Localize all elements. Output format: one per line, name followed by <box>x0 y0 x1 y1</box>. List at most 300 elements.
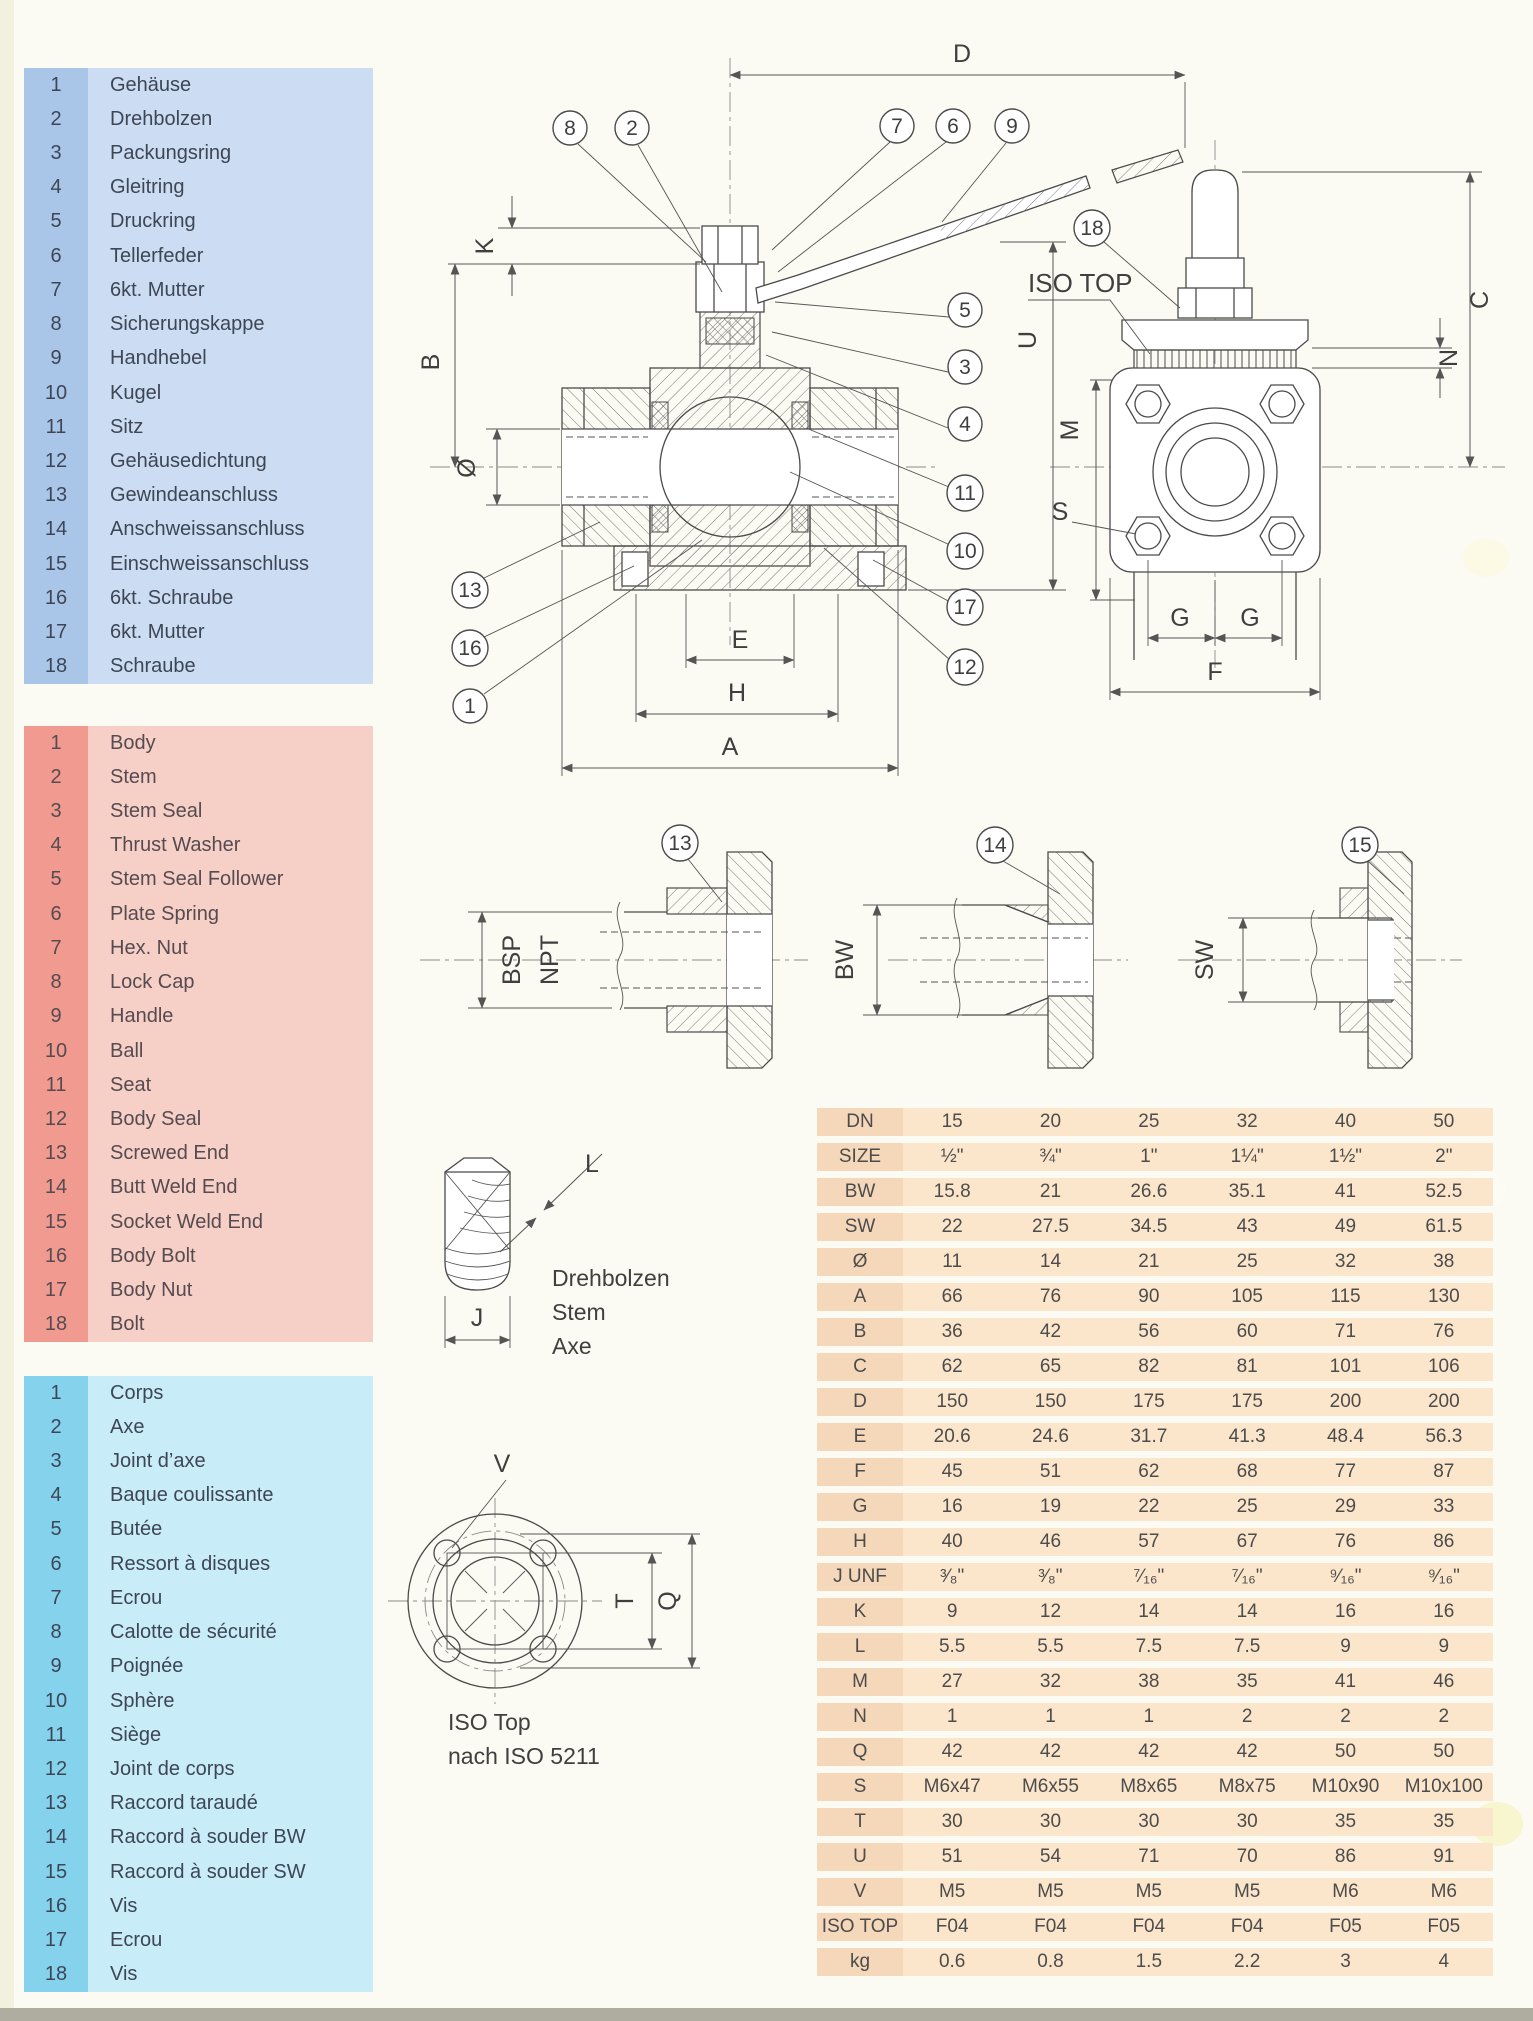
butt-weld-end-detail <box>831 827 1093 1068</box>
spec-row <box>817 1773 1493 1801</box>
spec-value: F04 <box>935 1916 969 1937</box>
spec-value: 51 <box>1039 1461 1062 1482</box>
part-label: Bolt <box>110 1313 145 1336</box>
part-number: 15 <box>24 1855 88 1889</box>
spec-value: 106 <box>1427 1356 1460 1377</box>
callout-1: 1 <box>464 695 476 718</box>
dim-M: M <box>1056 419 1084 441</box>
part-row-german <box>24 444 373 478</box>
spec-row <box>817 1248 1493 1276</box>
callout-13: 13 <box>458 579 482 602</box>
part-number: 4 <box>24 1479 88 1513</box>
part-number: 4 <box>24 171 88 205</box>
spec-value: M5 <box>1037 1881 1064 1902</box>
scan-edge-bottom <box>0 2008 1533 2021</box>
spec-value: 32 <box>1039 1671 1062 1692</box>
part-number: 8 <box>24 1616 88 1650</box>
dim-SW: SW <box>1191 939 1219 981</box>
part-label: Baque coulissante <box>110 1484 274 1507</box>
part-label: Packungsring <box>110 142 232 165</box>
spec-row-values <box>903 1493 1493 1521</box>
part-label: Body <box>110 731 156 754</box>
part-label: Drehbolzen <box>110 107 213 130</box>
spec-value: 14 <box>1236 1601 1258 1622</box>
part-row-french <box>24 1616 373 1650</box>
dim-K: K <box>471 237 499 255</box>
spec-row-values <box>903 1598 1493 1626</box>
spec-value: ³⁄₈" <box>940 1566 965 1587</box>
spec-row <box>817 1528 1493 1556</box>
part-label: Vis <box>110 1963 138 1986</box>
dim-E: E <box>731 626 749 654</box>
spec-value: 35 <box>1334 1811 1357 1832</box>
spec-value: 16 <box>1433 1601 1455 1622</box>
spec-value: 130 <box>1427 1286 1460 1307</box>
part-number: 12 <box>24 1102 88 1136</box>
spec-value: 67 <box>1236 1531 1258 1552</box>
spec-value: 42 <box>1039 1321 1062 1342</box>
spec-value: M10x90 <box>1311 1776 1380 1797</box>
part-row-german <box>24 239 373 273</box>
dim-B: B <box>417 353 445 371</box>
spec-row <box>817 1843 1493 1871</box>
spec-row-label: U <box>817 1843 903 1871</box>
part-label: Corps <box>110 1381 164 1404</box>
spec-value: 21 <box>1039 1181 1062 1202</box>
spec-value: 200 <box>1329 1391 1362 1412</box>
spec-row-values <box>903 1318 1493 1346</box>
spec-row-values <box>903 1213 1493 1241</box>
part-label: Plate Spring <box>110 902 219 925</box>
spec-row <box>817 1388 1493 1416</box>
spec-row-label: F <box>817 1458 903 1486</box>
spec-row-values <box>903 1773 1493 1801</box>
spec-value: 1½" <box>1328 1146 1363 1167</box>
part-number: 7 <box>24 1581 88 1615</box>
callout-7: 7 <box>891 115 903 138</box>
part-label: Schraube <box>110 655 196 678</box>
part-number: 9 <box>24 342 88 376</box>
part-row-english <box>24 726 373 760</box>
spec-row-values <box>903 1913 1493 1941</box>
part-label: Body Seal <box>110 1108 202 1131</box>
spec-value: 24.6 <box>1032 1426 1069 1447</box>
part-number: 2 <box>24 760 88 794</box>
part-row-english <box>24 1102 373 1136</box>
part-label: Anschweissanschluss <box>110 518 305 541</box>
spec-value: 21 <box>1138 1251 1160 1272</box>
part-number: 8 <box>24 308 88 342</box>
spec-value: 1 <box>1045 1706 1056 1727</box>
part-label: Kugel <box>110 381 162 404</box>
dim-dia: Ø <box>453 458 481 478</box>
part-number: 11 <box>24 1068 88 1102</box>
part-label: Body Bolt <box>110 1244 196 1267</box>
part-number: 11 <box>24 410 88 444</box>
spec-value: 2 <box>1340 1706 1351 1727</box>
spec-value: 60 <box>1236 1321 1258 1342</box>
spec-value: 9 <box>1340 1636 1351 1657</box>
spec-value: 49 <box>1334 1216 1357 1237</box>
dim-D: D <box>952 40 972 68</box>
part-number: 18 <box>24 650 88 684</box>
part-label: Ball <box>110 1039 144 1062</box>
part-row-french <box>24 1479 373 1513</box>
spec-value: F05 <box>1329 1916 1362 1937</box>
spec-row <box>817 1458 1493 1486</box>
part-label: Handhebel <box>110 347 207 370</box>
part-label: Vis <box>110 1894 138 1917</box>
spec-value: 43 <box>1236 1216 1258 1237</box>
spec-value: M6 <box>1430 1881 1457 1902</box>
callout-3: 3 <box>959 356 971 379</box>
spec-value: 115 <box>1330 1286 1361 1307</box>
spec-value: 27 <box>941 1671 963 1692</box>
part-row-german <box>24 68 373 102</box>
spec-value: 86 <box>1433 1531 1455 1552</box>
part-row-french <box>24 1581 373 1615</box>
part-number: 17 <box>24 1274 88 1308</box>
spec-row-label: T <box>817 1808 903 1836</box>
spec-row-label: J UNF <box>817 1563 903 1591</box>
spec-value: 1¼" <box>1230 1146 1264 1167</box>
part-row-english <box>24 1068 373 1102</box>
part-number: 16 <box>24 1239 88 1273</box>
spec-value: M10x100 <box>1404 1776 1483 1797</box>
part-row-french <box>24 1752 373 1786</box>
spec-value: 14 <box>1039 1251 1062 1272</box>
spec-row-label: G <box>817 1493 903 1521</box>
socket-weld-end-detail <box>1191 827 1412 1068</box>
spec-value: 81 <box>1236 1356 1258 1377</box>
callout-10: 10 <box>953 540 977 563</box>
spec-value: M5 <box>1135 1881 1163 1902</box>
part-row-french <box>24 1821 373 1855</box>
spec-value: 76 <box>1039 1286 1062 1307</box>
spec-value: F04 <box>1132 1916 1166 1937</box>
spec-value: 150 <box>1034 1391 1067 1412</box>
spec-row-label: Q <box>817 1738 903 1766</box>
stem-label-en: Stem <box>552 1299 606 1325</box>
spec-value: M8x75 <box>1218 1776 1276 1797</box>
spec-value: 2.2 <box>1233 1951 1261 1972</box>
spec-row-label: DN <box>817 1108 903 1136</box>
part-number: 5 <box>24 863 88 897</box>
spec-value: 57 <box>1138 1531 1160 1552</box>
spec-value: 42 <box>1039 1741 1062 1762</box>
part-label: Butée <box>110 1518 163 1541</box>
part-number: 10 <box>24 376 88 410</box>
part-row-english <box>24 1000 373 1034</box>
side-end-view <box>1028 140 1494 700</box>
part-row-english <box>24 829 373 863</box>
part-number: 18 <box>24 1958 88 1992</box>
spec-value: 3 <box>1340 1951 1351 1972</box>
spec-value: ³⁄₈" <box>1038 1566 1063 1587</box>
spec-value: 32 <box>1236 1111 1258 1132</box>
spec-value: 16 <box>1334 1601 1357 1622</box>
parts-table-french <box>24 1376 373 1992</box>
part-row-french <box>24 1376 373 1410</box>
part-number: 6 <box>24 239 88 273</box>
spec-value: 51 <box>941 1846 963 1867</box>
part-label: Stem <box>110 765 157 788</box>
spec-value: 38 <box>1433 1251 1455 1272</box>
dim-L: L <box>585 1150 599 1178</box>
iso-detail-label-2: nach ISO 5211 <box>448 1743 600 1769</box>
callout-9: 9 <box>1006 115 1018 138</box>
part-number: 5 <box>24 205 88 239</box>
spec-value: ⁷⁄₁₆" <box>1231 1566 1263 1587</box>
part-row-english <box>24 966 373 1000</box>
dim-G-right: G <box>1240 604 1260 632</box>
spec-row-values <box>903 1388 1493 1416</box>
part-label: Sphère <box>110 1689 175 1712</box>
iso-detail-label-1: ISO Top <box>448 1709 531 1735</box>
spec-row-label: Ø <box>817 1248 903 1276</box>
spec-value: 42 <box>1138 1741 1160 1762</box>
spec-value: 71 <box>1334 1321 1357 1342</box>
callout-16: 16 <box>458 637 482 660</box>
spec-value: 16 <box>941 1496 963 1517</box>
part-row-german <box>24 102 373 136</box>
part-number: 18 <box>24 1308 88 1342</box>
spec-value: F04 <box>1034 1916 1067 1937</box>
spec-row <box>817 1213 1493 1241</box>
callout-12: 12 <box>953 656 977 679</box>
part-row-german <box>24 581 373 615</box>
spec-value: 38 <box>1138 1671 1160 1692</box>
part-number: 3 <box>24 1444 88 1478</box>
spec-value: 30 <box>1039 1811 1062 1832</box>
part-row-english <box>24 794 373 828</box>
spec-value: 77 <box>1334 1461 1357 1482</box>
part-label: Butt Weld End <box>110 1176 238 1199</box>
part-number: 4 <box>24 829 88 863</box>
part-row-english <box>24 1274 373 1308</box>
part-number: 13 <box>24 1787 88 1821</box>
spec-row-label: BW <box>817 1178 903 1206</box>
part-label: Stem Seal <box>110 800 203 823</box>
spec-value: ⁹⁄₁₆" <box>1329 1566 1362 1587</box>
spec-value: 34.5 <box>1130 1216 1168 1237</box>
spec-row <box>817 1143 1493 1171</box>
spec-value: 35 <box>1236 1671 1258 1692</box>
part-number: 15 <box>24 1205 88 1239</box>
spec-row-label: M <box>817 1668 903 1696</box>
spec-value: 42 <box>1236 1741 1258 1762</box>
part-row-english <box>24 1239 373 1273</box>
parts-table-german <box>24 68 373 684</box>
spec-value: 87 <box>1433 1461 1455 1482</box>
part-number: 16 <box>24 581 88 615</box>
spec-value: 41 <box>1334 1181 1357 1202</box>
spec-value: 86 <box>1334 1846 1357 1867</box>
main-section-view <box>417 40 1505 776</box>
spec-value: 66 <box>941 1286 963 1307</box>
spec-value: 50 <box>1334 1741 1357 1762</box>
part-number: 9 <box>24 1000 88 1034</box>
spec-value: 62 <box>941 1356 963 1377</box>
part-label: Gewindeanschluss <box>110 484 278 507</box>
spec-value: 76 <box>1433 1321 1455 1342</box>
spec-row-label: N <box>817 1703 903 1731</box>
spec-row <box>817 1668 1493 1696</box>
spec-value: 29 <box>1334 1496 1357 1517</box>
spec-value: 76 <box>1334 1531 1357 1552</box>
dimension-spec-table <box>817 1108 1493 1983</box>
spec-value: 0.6 <box>938 1951 966 1972</box>
spec-value: 54 <box>1039 1846 1062 1867</box>
part-label: Raccord à souder BW <box>110 1826 306 1849</box>
spec-value: 41.3 <box>1228 1426 1266 1447</box>
spec-row <box>817 1738 1493 1766</box>
part-label: Lock Cap <box>110 971 195 994</box>
spec-row <box>817 1598 1493 1626</box>
part-number: 3 <box>24 136 88 170</box>
spec-value: 62 <box>1138 1461 1160 1482</box>
spec-value: 175 <box>1231 1391 1263 1412</box>
part-label: Ressort à disques <box>110 1552 271 1575</box>
part-number: 10 <box>24 1684 88 1718</box>
spec-row <box>817 1353 1493 1381</box>
spec-row <box>817 1108 1493 1136</box>
spec-value: 50 <box>1433 1741 1455 1762</box>
part-label: Socket Weld End <box>110 1210 264 1233</box>
spec-value: 20.6 <box>933 1426 971 1447</box>
part-row-french <box>24 1410 373 1444</box>
part-number: 16 <box>24 1889 88 1923</box>
spec-row-label: kg <box>817 1948 903 1976</box>
part-row-french <box>24 1924 373 1958</box>
part-row-french <box>24 1513 373 1547</box>
part-label: Handle <box>110 1005 174 1028</box>
stem-label-fr: Axe <box>552 1333 592 1359</box>
spec-value: F05 <box>1427 1916 1461 1937</box>
part-row-german <box>24 410 373 444</box>
part-row-german <box>24 616 373 650</box>
part-row-english <box>24 931 373 965</box>
part-row-english <box>24 760 373 794</box>
part-label: Sicherungskappe <box>110 313 265 336</box>
part-number: 1 <box>24 726 88 760</box>
spec-row-label: ISO TOP <box>817 1913 903 1941</box>
part-row-german <box>24 376 373 410</box>
spec-value: 19 <box>1039 1496 1062 1517</box>
spec-value: 1 <box>946 1706 958 1727</box>
dim-C: C <box>1466 290 1494 310</box>
part-label: 6kt. Schraube <box>110 586 234 609</box>
part-label: Seat <box>110 1073 152 1096</box>
spec-value: 200 <box>1427 1391 1460 1412</box>
spec-value: M5 <box>938 1881 966 1902</box>
spec-value: 20 <box>1039 1111 1062 1132</box>
spec-value: 25 <box>1138 1111 1160 1132</box>
spec-value: 36 <box>941 1321 963 1342</box>
spec-value: 46 <box>1433 1671 1455 1692</box>
spec-value: 71 <box>1138 1846 1160 1867</box>
spec-row-values <box>903 1283 1493 1311</box>
part-number: 11 <box>24 1718 88 1752</box>
dim-S: S <box>1051 498 1069 526</box>
part-label: Sitz <box>110 415 144 438</box>
spec-value: 2 <box>1241 1706 1253 1727</box>
part-number: 14 <box>24 1821 88 1855</box>
spec-value: 12 <box>1039 1601 1062 1622</box>
stem-assembly <box>696 226 764 368</box>
spec-row-values <box>903 1668 1493 1696</box>
spec-value: 7.5 <box>1135 1636 1163 1657</box>
spec-row-label: C <box>817 1353 903 1381</box>
spec-row <box>817 1423 1493 1451</box>
spec-value: 32 <box>1334 1251 1357 1272</box>
spec-value: 1" <box>1140 1146 1158 1167</box>
spec-row <box>817 1493 1493 1521</box>
part-row-french <box>24 1547 373 1581</box>
spec-value: 40 <box>1334 1111 1357 1132</box>
spec-value: 5.5 <box>938 1636 966 1657</box>
dim-V: V <box>493 1450 511 1478</box>
dim-BW: BW <box>831 939 859 981</box>
part-row-german <box>24 308 373 342</box>
scan-edge-left <box>0 0 14 2021</box>
spec-value: 7.5 <box>1233 1636 1261 1657</box>
spec-value: M6x55 <box>1021 1776 1079 1797</box>
spec-row-label: E <box>817 1423 903 1451</box>
spec-row-values <box>903 1423 1493 1451</box>
spec-row-values <box>903 1108 1493 1136</box>
part-number: 1 <box>24 68 88 102</box>
spec-value: 30 <box>1236 1811 1258 1832</box>
spec-row <box>817 1948 1493 1976</box>
spec-value: M5 <box>1233 1881 1261 1902</box>
spec-value: ½" <box>940 1146 964 1167</box>
spec-value: 91 <box>1433 1846 1455 1867</box>
part-number: 15 <box>24 547 88 581</box>
part-row-german <box>24 205 373 239</box>
part-row-french <box>24 1787 373 1821</box>
part-row-french <box>24 1889 373 1923</box>
part-number: 5 <box>24 1513 88 1547</box>
part-row-english <box>24 863 373 897</box>
spec-value: 70 <box>1236 1846 1258 1867</box>
part-row-english <box>24 1034 373 1068</box>
spec-value: 105 <box>1231 1286 1263 1307</box>
stem-detail <box>445 1150 670 1359</box>
part-label: Joint d’axe <box>110 1450 206 1473</box>
dim-BSP: BSP <box>498 934 526 986</box>
part-row-german <box>24 650 373 684</box>
part-number: 2 <box>24 1410 88 1444</box>
spec-row <box>817 1633 1493 1661</box>
part-number: 12 <box>24 444 88 478</box>
part-number: 12 <box>24 1752 88 1786</box>
spec-value: F04 <box>1230 1916 1264 1937</box>
part-label: Raccord taraudé <box>110 1792 258 1815</box>
part-number: 7 <box>24 931 88 965</box>
callout-14-detail: 14 <box>983 834 1007 857</box>
dim-F: F <box>1207 658 1223 686</box>
part-row-english <box>24 1205 373 1239</box>
spec-value: 61.5 <box>1425 1216 1463 1237</box>
spec-row <box>817 1283 1493 1311</box>
spec-row-values <box>903 1528 1493 1556</box>
spec-value: 22 <box>1138 1496 1160 1517</box>
part-row-french <box>24 1650 373 1684</box>
spec-value: 45 <box>941 1461 963 1482</box>
spec-value: 175 <box>1132 1391 1165 1412</box>
spec-value: 9 <box>946 1601 958 1622</box>
